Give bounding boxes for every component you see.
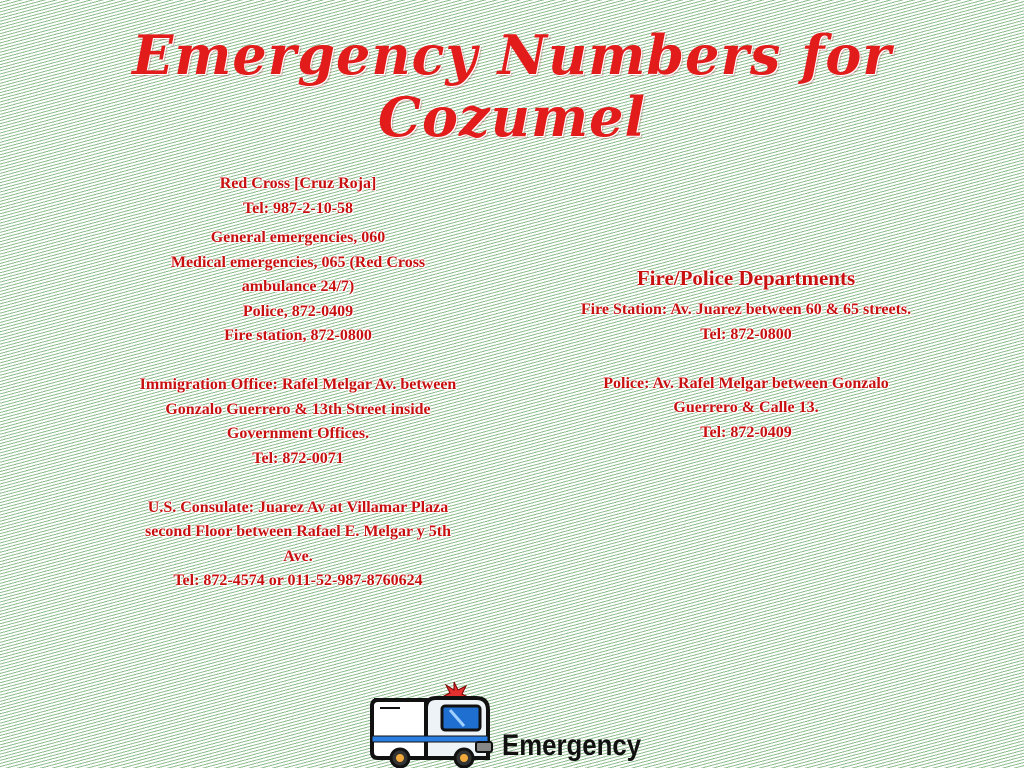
police-number: Police, 872-0409: [242, 302, 354, 320]
title-line-1: Emergency Numbers for: [132, 23, 892, 87]
consulate-line-3: Ave.: [283, 547, 313, 565]
medical-emergencies-line-2: ambulance 24/7): [241, 278, 355, 295]
fire-station-address: Fire Station: Av. Juarez between 60 & 65 streets.: [580, 301, 912, 318]
fire-station-number: Fire station, 872-0800: [224, 327, 372, 344]
title-line-2: Cozumel: [378, 85, 646, 149]
police-address-line-2: Guerrero & Calle 13.: [673, 399, 819, 416]
spacer: [100, 349, 496, 374]
spacer: [536, 347, 956, 372]
medical-emergencies-line-1: Medical emergencies, 065 (Red Cross: [170, 253, 426, 271]
emergency-numbers-list: [100, 172, 496, 594]
spacer: [100, 471, 496, 496]
section-heading: Fire/Police Departments: [636, 266, 856, 290]
immigration-line-1: Immigration Office: Rafel Melgar Av. between: [139, 376, 457, 393]
red-cross-name: Red Cross [Cruz Roja]: [219, 175, 377, 192]
consulate-line-1: U.S. Consulate: Juarez Av at Villamar Plaza: [147, 498, 449, 516]
police-address-line-1: Police: Av. Rafel Melgar between Gonzalo: [603, 374, 889, 392]
general-emergencies: General emergencies, 060: [210, 229, 386, 246]
consulate-tel: Tel: 872-4574 or 011-52-987-8760624: [173, 572, 423, 589]
fire-station-tel: Tel: 872-0800: [700, 325, 792, 343]
consulate-line-2: second Floor between Rafael E. Melgar y 5th: [144, 523, 452, 540]
immigration-line-2: Gonzalo Guerrero & 13th Street inside: [165, 400, 431, 418]
page-title: [0, 24, 1024, 148]
fire-police-departments: [536, 262, 956, 445]
immigration-line-3: Government Offices.: [226, 425, 370, 442]
red-cross-tel: Tel: 987-2-10-58: [242, 199, 354, 217]
immigration-tel: Tel: 872-0071: [252, 449, 344, 467]
police-tel: Tel: 872-0409: [700, 423, 792, 441]
emergency-label: Emergency: [502, 729, 642, 762]
